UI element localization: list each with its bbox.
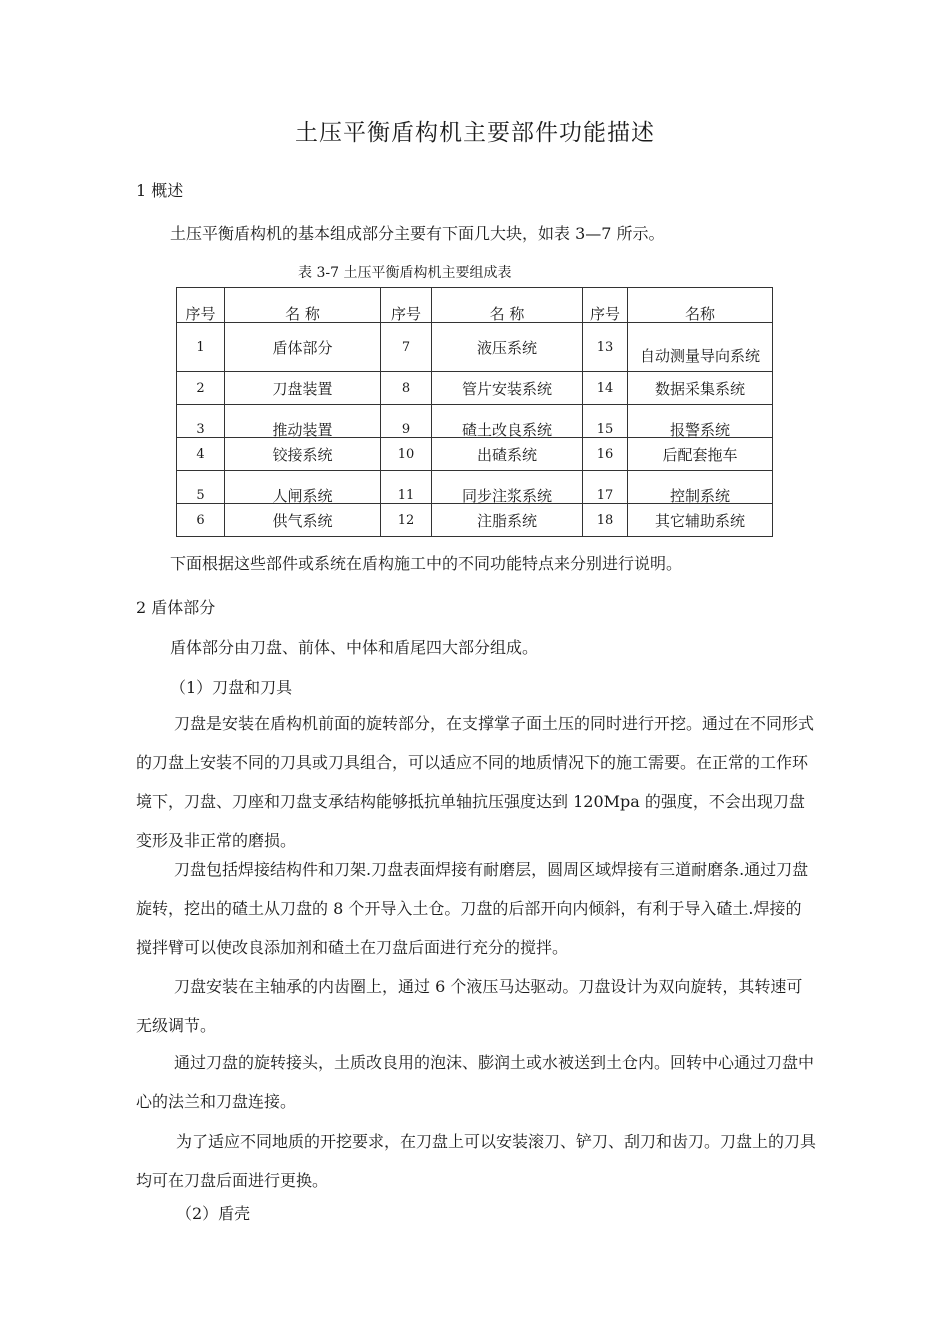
table-row — [177, 405, 773, 438]
table-cell: 碴土改良系统 — [432, 405, 583, 438]
table-cell: 供气系统 — [225, 504, 381, 537]
table-cell: 7 — [381, 323, 432, 372]
table-cell: 17 — [583, 471, 628, 504]
table-cell: 后配套拖车 — [628, 438, 773, 471]
header-cell: 名 称 — [432, 288, 583, 323]
table-row — [177, 471, 773, 504]
table-cell: 控制系统 — [628, 471, 773, 504]
table-cell: 报警系统 — [628, 405, 773, 438]
subsection-2-heading: （2）盾壳 — [176, 1204, 251, 1223]
header-cell: 序号 — [177, 288, 225, 323]
table-cell: 推动装置 — [225, 405, 381, 438]
table-cell: 8 — [381, 372, 432, 405]
table-row — [177, 372, 773, 405]
table-cell: 其它辅助系统 — [628, 504, 773, 537]
after-table-text: 下面根据这些部件或系统在盾构施工中的不同功能特点来分别进行说明。 — [170, 554, 683, 573]
section-1-heading: 1 概述 — [136, 181, 184, 200]
table-cell: 1 — [177, 323, 225, 372]
table-row — [177, 504, 773, 537]
table-cell: 刀盘装置 — [225, 372, 381, 405]
table-cell: 15 — [583, 405, 628, 438]
header-cell: 名 称 — [225, 288, 381, 323]
page-title: 土压平衡盾构机主要部件功能描述 — [295, 120, 655, 146]
table-row — [177, 323, 773, 372]
section-2-heading: 2 盾体部分 — [136, 598, 216, 617]
paragraph-5: 为了适应不同地质的开挖要求，在刀盘上可以安装滚刀、铲刀、刮刀和齿刀。刀盘上的刀具均可在刀盘后面进行更换。 — [136, 1132, 817, 1190]
table-cell: 2 — [177, 372, 225, 405]
table-header-row — [177, 288, 773, 323]
section-1-intro: 土压平衡盾构机的基本组成部分主要有下面几大块，如表 3—7 所示。 — [170, 224, 665, 243]
table-cell: 同步注浆系统 — [432, 471, 583, 504]
paragraph-2: 刀盘包括焊接结构件和刀架.刀盘表面焊接有耐磨层，圆周区域焊接有三道耐磨条.通过刀盘旋转，挖出的碴土从刀盘的 8 个开导入土仓。刀盘的后部开向内倾斜，有利于导入碴土.焊接的搅拌臂可以使改良添加剂和碴土在刀盘后面进行充分的搅拌。 — [136, 860, 809, 957]
header-cell: 序号 — [583, 288, 628, 323]
table-cell: 11 — [381, 471, 432, 504]
table-caption: 表 3-7 土压平衡盾构机主要组成表 — [298, 265, 512, 281]
table-cell: 14 — [583, 372, 628, 405]
table-cell: 液压系统 — [432, 323, 583, 372]
table-cell: 13 — [583, 323, 628, 372]
components-table — [176, 287, 773, 537]
table-cell: 铰接系统 — [225, 438, 381, 471]
subsection-1-heading: （1）刀盘和刀具 — [170, 678, 293, 697]
table-cell: 注脂系统 — [432, 504, 583, 537]
header-cell: 序号 — [381, 288, 432, 323]
table-cell: 3 — [177, 405, 225, 438]
table-cell: 人闸系统 — [225, 471, 381, 504]
table-cell: 10 — [381, 438, 432, 471]
table-cell: 管片安装系统 — [432, 372, 583, 405]
table-cell: 数据采集系统 — [628, 372, 773, 405]
table-cell: 12 — [381, 504, 432, 537]
table-cell: 4 — [177, 438, 225, 471]
paragraph-3: 刀盘安装在主轴承的内齿圈上，通过 6 个液压马达驱动。刀盘设计为双向旋转，其转速可无级调节。 — [136, 977, 803, 1035]
table-cell: 16 — [583, 438, 628, 471]
table-cell: 出碴系统 — [432, 438, 583, 471]
table-cell: 5 — [177, 471, 225, 504]
table-cell: 6 — [177, 504, 225, 537]
paragraph-4: 通过刀盘的旋转接头，土质改良用的泡沫、膨润土或水被送到土仓内。回转中心通过刀盘中心的法兰和刀盘连接。 — [136, 1053, 815, 1111]
header-cell: 名称 — [628, 288, 773, 323]
table-row — [177, 438, 773, 471]
table-cell: 9 — [381, 405, 432, 438]
table-cell: 18 — [583, 504, 628, 537]
paragraph-1: 刀盘是安装在盾构机前面的旋转部分，在支撑掌子面土压的同时进行开挖。通过在不同形式的刀盘上安装不同的刀具或刀具组合，可以适应不同的地质情况下的施工需要。在正常的工作环境下，刀盘、刀座和刀盘支承结构能够抵抗单轴抗压强度达到 120Mpa 的强度，不会出现刀盘变形及非正常的磨损。 — [136, 714, 815, 850]
table-cell: 自动测量导向系统 — [628, 323, 773, 372]
table-cell: 盾体部分 — [225, 323, 381, 372]
section-2-intro: 盾体部分由刀盘、前体、中体和盾尾四大部分组成。 — [170, 638, 539, 657]
